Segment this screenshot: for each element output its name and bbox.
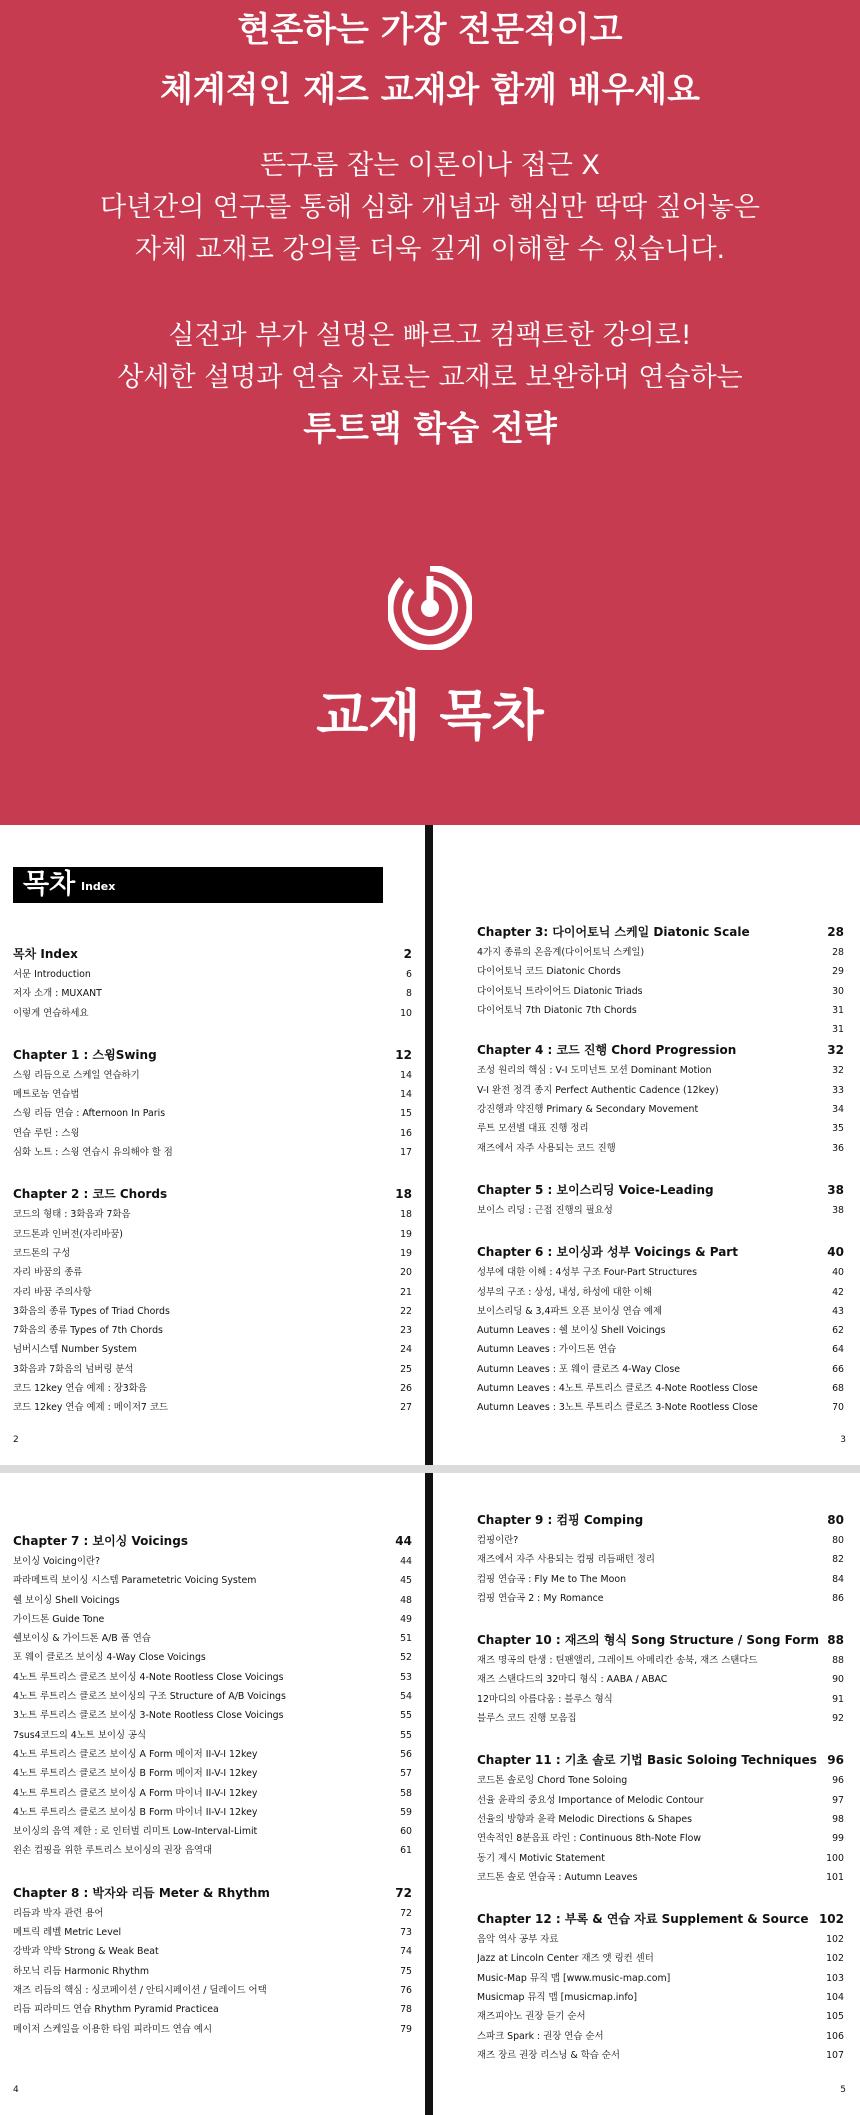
toc-list bbox=[13, 1530, 412, 2039]
toc-page-3 bbox=[433, 825, 860, 1465]
toc-chapter[interactable]: Chapter 10 : 재즈의 형식 Song Structure / Song Form 88 bbox=[477, 1633, 844, 1648]
toc-chapter[interactable]: Chapter 5 : 보이스리딩 Voice-Leading 38 bbox=[477, 1182, 844, 1197]
toc-entry[interactable]: 3화음의 종류 Types of Triad Chords 22 bbox=[13, 1305, 412, 1317]
toc-entry[interactable]: 코드톤과 인버전(자리바꿈) 19 bbox=[13, 1228, 412, 1240]
toc-entry[interactable]: Jazz at Lincoln Center 재즈 앳 링컨 센터 102 bbox=[477, 1953, 844, 1965]
toc-entry[interactable]: 재즈 스탠다드의 32마디 형식 : AABA / ABAC 90 bbox=[477, 1674, 844, 1686]
toc-entry[interactable]: Autumn Leaves : 4노트 루트리스 클로즈 4-Note Rootless Close 68 bbox=[477, 1383, 844, 1395]
toc-chapter[interactable]: Chapter 1 : 스윙Swing 12 bbox=[13, 1047, 412, 1062]
toc-entry[interactable]: 성부에 대한 이해 : 4성부 구조 Four-Part Structures 40 bbox=[477, 1267, 844, 1279]
toc-entry[interactable]: 저자 소개 : MUXANT 8 bbox=[13, 988, 412, 1000]
toc-entry[interactable]: 코드톤의 구성 19 bbox=[13, 1247, 412, 1259]
toc-entry[interactable]: 하모닉 리듬 Harmonic Rhythm 75 bbox=[13, 1965, 412, 1977]
toc-entry[interactable]: 넘버시스템 Number System 24 bbox=[13, 1344, 412, 1356]
book-spine bbox=[425, 825, 433, 1465]
toc-entry[interactable]: 쉘 보이싱 Shell Voicings 48 bbox=[13, 1594, 412, 1606]
toc-chapter[interactable]: 목차 Index 2 bbox=[13, 947, 412, 961]
toc-entry[interactable]: 3노트 루트리스 클로즈 보이싱 3-Note Rootless Close Voicings 55 bbox=[13, 1710, 412, 1722]
toc-entry[interactable]: 다이어토닉 트라이어드 Diatonic Triads 30 bbox=[477, 985, 844, 997]
toc-entry[interactable]: 4노트 루트리스 클로즈 보이싱 A Form 메이저 II-V-I 12key 56 bbox=[13, 1748, 412, 1760]
toc-list bbox=[13, 943, 412, 1418]
toc-entry[interactable]: 컴핑 연습곡 2 : My Romance 86 bbox=[477, 1592, 844, 1604]
toc-entry[interactable]: 코드 12key 연습 예제 : 메이저7 코드 27 bbox=[13, 1402, 412, 1414]
book-spine bbox=[425, 1473, 433, 2115]
toc-entry[interactable]: 재즈 명곡의 탄생 : 틴팬앨리, 그레이트 아메리칸 송북, 재즈 스탠다드 88 bbox=[477, 1655, 844, 1667]
toc-chapter[interactable]: Chapter 6 : 보이싱과 성부 Voicings & Part 40 bbox=[477, 1245, 844, 1260]
toc-chapter[interactable]: Chapter 3: 다이어토닉 스케일 Diatonic Scale 28 bbox=[477, 925, 844, 939]
toc-entry[interactable]: Music-Map 뮤직 맵 [www.music-map.com] 103 bbox=[477, 1972, 844, 1984]
toc-entry[interactable]: 블루스 코드 진행 모음집 92 bbox=[477, 1713, 844, 1725]
toc-entry[interactable]: 왼손 컴핑을 위한 루트리스 보이싱의 권장 음역대 61 bbox=[13, 1845, 412, 1857]
index-header-ko: 목차 bbox=[23, 869, 76, 900]
toc-entry[interactable]: 코드의 형태 : 3화음과 7화음 18 bbox=[13, 1209, 412, 1221]
toc-entry[interactable]: 재즈피아노 권장 듣기 순서 105 bbox=[477, 2011, 844, 2023]
toc-entry[interactable]: 메트로놈 연습법 14 bbox=[13, 1089, 412, 1101]
toc-entry[interactable]: 다이어토닉 코드 Diatonic Chords 29 bbox=[477, 966, 844, 978]
toc-entry[interactable]: Autumn Leaves : 쉘 보이싱 Shell Voicings 62 bbox=[477, 1325, 844, 1337]
hero-title-line-2: 체계적인 재즈 교재와 함께 배우세요 bbox=[159, 70, 700, 110]
toc-entry[interactable]: 코드톤 솔로잉 Chord Tone Soloing 96 bbox=[477, 1775, 844, 1787]
toc-page-2 bbox=[0, 825, 425, 1465]
toc-entry[interactable]: 음악 역사 공부 자료 102 bbox=[477, 1934, 844, 1946]
hero-body-line: 다년간의 연구를 통해 심화 개념과 핵심만 딱딱 짚어놓은 bbox=[100, 192, 760, 223]
toc-entry[interactable]: 재즈 리듬의 핵심 : 싱코페이션 / 안티시페이션 / 딜레이드 어택 76 bbox=[13, 1984, 412, 1996]
toc-entry[interactable]: 강박과 약박 Strong & Weak Beat 74 bbox=[13, 1946, 412, 1958]
toc-entry[interactable]: Autumn Leaves : 3노트 루트리스 클로즈 3-Note Rootless Close 70 bbox=[477, 1402, 844, 1414]
toc-entry[interactable]: 이렇게 연습하세요 10 bbox=[13, 1007, 412, 1019]
toc-entry[interactable]: V-I 완전 정격 종지 Perfect Authentic Cadence (12key) 33 bbox=[477, 1084, 844, 1096]
toc-entry[interactable]: 재즈에서 자주 사용되는 컴핑 리듬패턴 정리 82 bbox=[477, 1554, 844, 1566]
toc-entry[interactable]: 4가지 종류의 온음계(다이어토닉 스케일) 28 bbox=[477, 947, 844, 958]
toc-entry[interactable]: 스윙 리듬으로 스케일 연습하기 14 bbox=[13, 1069, 412, 1081]
toc-entry[interactable]: 리듬 피라미드 연습 Rhythm Pyramid Practicea 78 bbox=[13, 2004, 412, 2016]
hero-body-line: 뜬구름 잡는 이론이나 접근 X bbox=[260, 150, 600, 181]
toc-entry[interactable]: 4노트 루트리스 클로즈 보이싱 4-Note Rootless Close Voicings 53 bbox=[13, 1671, 412, 1683]
toc-entry[interactable]: 리듬과 박자 관련 용어 72 bbox=[13, 1907, 412, 1919]
toc-entry[interactable]: 31 bbox=[832, 1024, 844, 1036]
toc-entry[interactable]: 연습 루틴 : 스윙 16 bbox=[13, 1127, 412, 1139]
toc-entry[interactable]: 보이싱의 음역 제한 : 로 인터벌 리미트 Low-Interval-Limit 60 bbox=[13, 1826, 412, 1838]
toc-entry[interactable]: 조성 원리의 핵심 : V-I 도미넌트 모션 Dominant Motion 32 bbox=[477, 1065, 844, 1077]
toc-entry[interactable]: 7화음의 종류 Types of 7th Chords 23 bbox=[13, 1325, 412, 1337]
toc-entry[interactable]: 선율의 방향과 윤곽 Melodic Directions & Shapes 98 bbox=[477, 1813, 844, 1825]
toc-entry[interactable]: Musicmap 뮤직 맵 [musicmap.info] 104 bbox=[477, 1992, 844, 2004]
hero-title-line-1: 현존하는 가장 전문적이고 bbox=[237, 10, 623, 50]
toc-entry[interactable]: Autumn Leaves : 포 웨이 클로즈 4-Way Close 66 bbox=[477, 1363, 844, 1375]
toc-entry[interactable]: 동기 제시 Motivic Statement 100 bbox=[477, 1852, 844, 1864]
toc-entry[interactable]: 4노트 루트리스 클로즈 보이싱 A Form 마이너 II-V-I 12key 58 bbox=[13, 1787, 412, 1799]
toc-entry[interactable]: Autumn Leaves : 가이드톤 연습 64 bbox=[477, 1344, 844, 1356]
hero-banner bbox=[0, 0, 860, 825]
toc-entry[interactable]: 3화음과 7화음의 넘버링 분석 25 bbox=[13, 1363, 412, 1375]
toc-entry[interactable]: 성부의 구조 : 상성, 내성, 하성에 대한 이해 42 bbox=[477, 1286, 844, 1298]
toc-chapter[interactable]: Chapter 9 : 컴핑 Comping 80 bbox=[477, 1513, 844, 1527]
toc-chapter[interactable]: Chapter 2 : 코드 Chords 18 bbox=[13, 1187, 412, 1202]
toc-list bbox=[477, 1509, 844, 2065]
toc-chapter[interactable]: Chapter 7 : 보이싱 Voicings 44 bbox=[13, 1534, 412, 1548]
vinyl-record-icon bbox=[388, 566, 472, 650]
toc-entry[interactable]: 컴핑 연습곡 : Fly Me to The Moon 84 bbox=[477, 1573, 844, 1585]
toc-entry[interactable]: 자리 바꿈 주의사항 21 bbox=[13, 1286, 412, 1298]
toc-page-5 bbox=[433, 1473, 860, 2115]
toc-entry[interactable]: 보이스 리딩 : 근접 진행의 필요성 38 bbox=[477, 1204, 844, 1216]
toc-chapter[interactable]: Chapter 4 : 코드 진행 Chord Progression 32 bbox=[477, 1043, 844, 1058]
toc-entry[interactable]: 스파크 Spark : 권장 연습 순서 106 bbox=[477, 2030, 844, 2042]
toc-entry[interactable]: 4노트 루트리스 클로즈 보이싱의 구조 Structure of A/B Voicings 54 bbox=[13, 1691, 412, 1703]
toc-entry[interactable]: 4노트 루트리스 클로즈 보이싱 B Form 마이너 II-V-I 12key 59 bbox=[13, 1806, 412, 1818]
toc-entry[interactable]: 포 웨이 클로즈 보이싱 4-Way Close Voicings 52 bbox=[13, 1652, 412, 1664]
hero-strategy-line: 투트랙 학습 전략 bbox=[303, 409, 557, 449]
toc-entry[interactable]: 컴핑이란? 80 bbox=[477, 1535, 844, 1546]
toc-entry[interactable]: 선율 윤곽의 중요성 Importance of Melodic Contour 97 bbox=[477, 1794, 844, 1806]
toc-entry[interactable]: 루트 모션별 대표 진행 정리 35 bbox=[477, 1123, 844, 1135]
page-number: 2 bbox=[13, 1435, 19, 1445]
spread-divider bbox=[0, 1465, 860, 1473]
toc-entry[interactable]: 재즈에서 자주 사용되는 코드 진행 36 bbox=[477, 1142, 844, 1154]
page-number: 3 bbox=[840, 1435, 846, 1445]
toc-entry[interactable]: 쉘보이싱 & 가이드톤 A/B 폼 연습 51 bbox=[13, 1633, 412, 1645]
toc-entry[interactable]: 12마디의 아름다움 : 블루스 형식 91 bbox=[477, 1693, 844, 1705]
toc-entry[interactable]: 코드톤 솔로 연습곡 : Autumn Leaves 101 bbox=[477, 1871, 844, 1883]
toc-list bbox=[477, 921, 844, 1418]
toc-entry[interactable]: 강진행과 약진행 Primary & Secondary Movement 34 bbox=[477, 1104, 844, 1116]
toc-entry[interactable]: 스윙 리듬 연습 : Afternoon In Paris 15 bbox=[13, 1108, 412, 1120]
toc-entry[interactable]: 가이드톤 Guide Tone 49 bbox=[13, 1613, 412, 1625]
hero-body-line: 상세한 설명과 연습 자료는 교재로 보완하며 연습하는 bbox=[117, 362, 743, 393]
toc-entry[interactable]: 다이어토닉 7th Diatonic 7th Chords 31 bbox=[477, 1004, 844, 1016]
hero-body-line: 자체 교재로 강의를 더욱 깊게 이해할 수 있습니다. bbox=[134, 234, 726, 265]
toc-entry[interactable]: 7sus4코드의 4노트 보이싱 공식 55 bbox=[13, 1729, 412, 1741]
toc-heading: 교재 목차 bbox=[316, 684, 544, 747]
page-number: 5 bbox=[840, 2085, 846, 2095]
toc-chapter[interactable]: Chapter 8 : 박자와 리듬 Meter & Rhythm 72 bbox=[13, 1885, 412, 1900]
toc-entry[interactable]: 메트릭 레벨 Metric Level 73 bbox=[13, 1927, 412, 1939]
toc-entry[interactable]: 연속적인 8분음표 라인 : Continuous 8th-Note Flow 99 bbox=[477, 1833, 844, 1845]
toc-entry[interactable]: 서문 Introduction 6 bbox=[13, 969, 412, 980]
page-number: 4 bbox=[13, 2085, 19, 2095]
toc-entry[interactable]: 보이싱 Voicing이란? 44 bbox=[13, 1556, 412, 1567]
toc-entry[interactable]: 자리 바꿈의 종류 20 bbox=[13, 1267, 412, 1279]
toc-entry[interactable]: 보이스리딩 & 3,4파트 오픈 보이싱 연습 예제 43 bbox=[477, 1305, 844, 1317]
hero-body-line: 실전과 부가 설명은 빠르고 컴팩트한 강의로! bbox=[168, 320, 692, 351]
toc-chapter[interactable]: Chapter 11 : 기초 솔로 기법 Basic Soloing Techniques 96 bbox=[477, 1753, 844, 1768]
toc-entry[interactable]: 파라메트릭 보이싱 시스템 Parametetric Voicing System 45 bbox=[13, 1575, 412, 1587]
toc-entry[interactable]: 재즈 장르 권장 리스닝 & 학습 순서 107 bbox=[477, 2049, 844, 2061]
index-header-en: Index bbox=[81, 880, 116, 893]
toc-chapter[interactable]: Chapter 12 : 부록 & 연습 자료 Supplement & Source 102 bbox=[477, 1912, 844, 1927]
toc-entry[interactable]: 심화 노트 : 스윙 연습시 유의해야 할 점 17 bbox=[13, 1147, 412, 1159]
toc-entry[interactable]: 코드 12key 연습 예제 : 장3화음 26 bbox=[13, 1383, 412, 1395]
toc-page-4 bbox=[0, 1473, 425, 2115]
index-header bbox=[13, 867, 383, 903]
toc-entry[interactable]: 4노트 루트리스 클로즈 보이싱 B Form 메이저 II-V-I 12key 57 bbox=[13, 1768, 412, 1780]
toc-entry[interactable]: 메이저 스케일을 이용한 타임 피라미드 연습 예시 79 bbox=[13, 2023, 412, 2035]
